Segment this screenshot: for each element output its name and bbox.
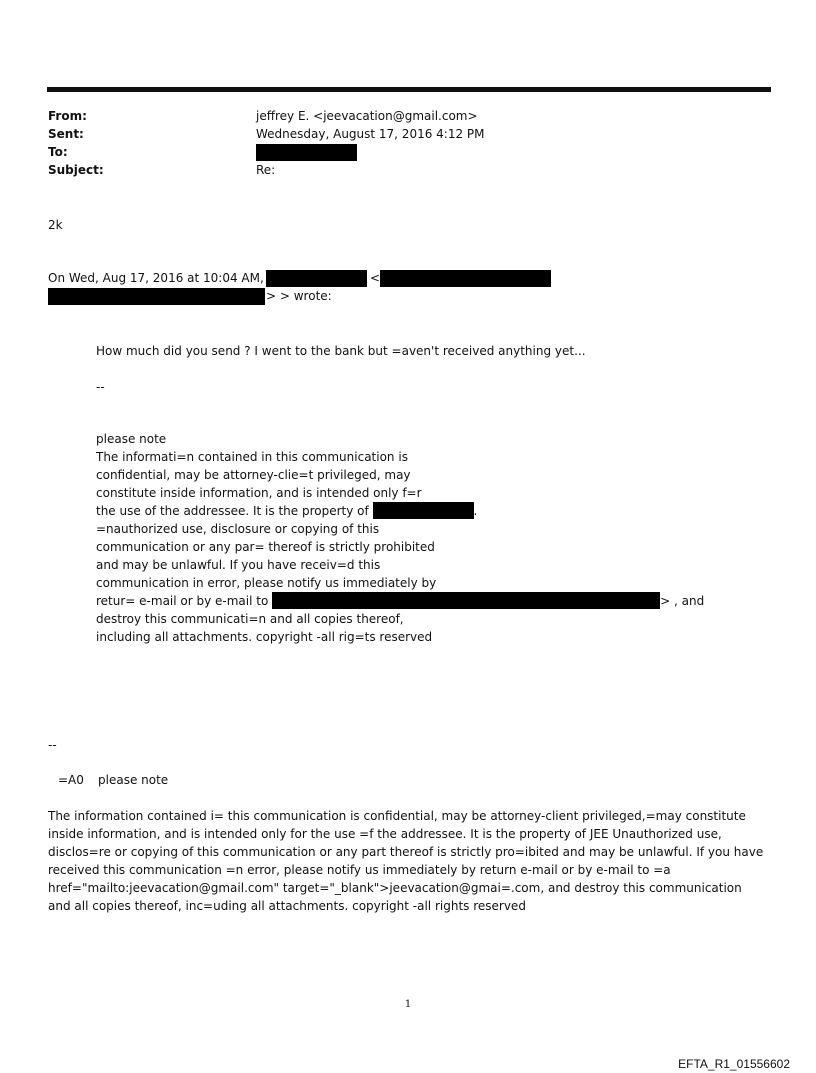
notice-line-end: . (473, 504, 478, 518)
sent-value: Wednesday, August 17, 2016 4:12 PM (256, 127, 485, 141)
notice-line: The informati=n contained in this communication is (96, 450, 408, 464)
sent-label: Sent: (48, 127, 84, 141)
quoted-notice (96, 430, 704, 646)
to-label: To: (48, 145, 68, 159)
notice-line-end: > , and (660, 594, 705, 608)
owner-redaction (373, 502, 474, 519)
notice-line: =nauthorized use, disclosure or copying of this (96, 522, 380, 536)
notice-line: please note (96, 432, 167, 446)
footer-confidentiality-paragraph: The information contained i= this communication is confidential, may be attorney-client privileged,=may constitute inside information, and is intended only for the use =f the addressee. It is the property of JEE Unauthorized use, disclos=re or copying of this communication or any part thereof is strictly pro=ibited and may be unlawful. If you have received this communication =n error, please notify us immediately by return e-mail or by e-mail to =a href="mailto:jeevacation@gmail.com" target="_blank">jeevacation@gmai=.com, and destroy this communication and all copies thereof, inc=uding all attachments. copyright -all rights reserved (48, 809, 764, 913)
subject-label: Subject: (48, 163, 104, 177)
footer-note-label: please note (98, 773, 169, 787)
quote-lt: < (370, 271, 381, 285)
quote-intro (48, 269, 264, 287)
notice-line (96, 502, 704, 520)
from-label: From: (48, 109, 87, 123)
notice-line: communication or any par= thereof is strictly prohibited (96, 540, 435, 554)
document-id: EFTA_R1_01556602 (678, 1057, 790, 1071)
notice-line: including all attachments. copyright -all rig=ts reserved (96, 630, 433, 644)
quote-wrote: > > wrote: (266, 289, 332, 303)
notice-line-text: retur= e-mail or by e-mail to (96, 594, 269, 608)
notice-line: confidential, may be attorney-clie=t privileged, may (96, 468, 411, 482)
notice-line: and may be unlawful. If you have receiv=d this (96, 558, 381, 572)
signature-separator: -- (96, 380, 105, 394)
sender-email-redaction (380, 270, 551, 287)
notice-line: constitute inside information, and is intended only f=r (96, 486, 422, 500)
subject-value: Re: (256, 163, 276, 177)
page-number: 1 (404, 999, 412, 1010)
header-rule (47, 87, 771, 92)
notice-line: communication in error, please notify us immediately by (96, 576, 437, 590)
from-value: jeffrey E. <jeevacation@gmail.com> (256, 109, 478, 123)
sender-email-redaction-2 (48, 288, 265, 305)
notice-line: destroy this communicati=n and all copies thereof, (96, 612, 404, 626)
notice-line-text: the use of the addressee. It is the property of (96, 504, 369, 518)
notice-line (96, 592, 704, 610)
return-email-redaction (272, 592, 660, 609)
footer-a0: =A0 (58, 773, 84, 787)
quoted-question: How much did you send ? I went to the bank but =aven't received anything yet... (96, 344, 586, 358)
to-redaction (256, 144, 357, 161)
reply-text: 2k (48, 218, 63, 232)
footer-separator: -- (48, 738, 57, 752)
quote-intro-text: On Wed, Aug 17, 2016 at 10:04 AM, (48, 271, 264, 285)
sender-name-redaction (266, 270, 367, 287)
